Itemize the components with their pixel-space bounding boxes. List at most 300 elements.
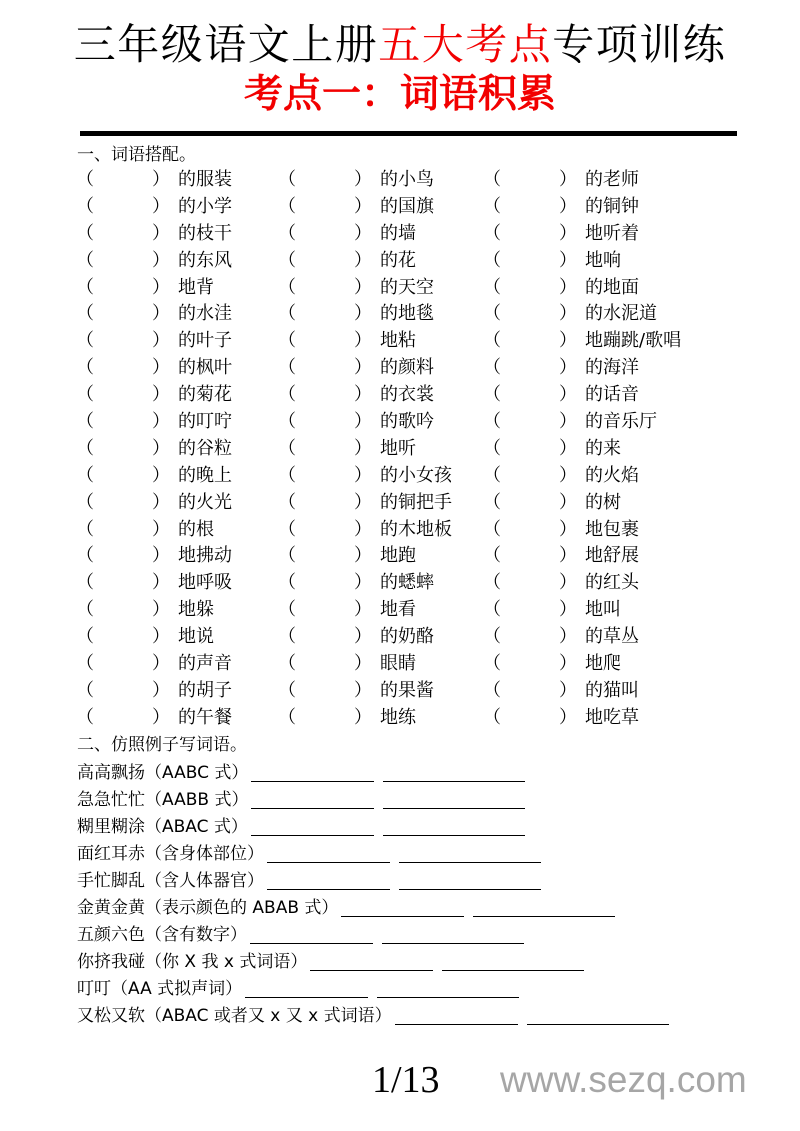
match-row <box>0 384 800 411</box>
match-row <box>0 411 800 438</box>
match-word: 的火光 <box>178 491 232 513</box>
answer-line-2[interactable] <box>383 788 525 809</box>
match-word: 的草丛 <box>585 626 639 648</box>
match-word: 的奶酪 <box>380 626 434 648</box>
close-paren: ） <box>354 169 372 190</box>
close-paren: ） <box>354 464 372 486</box>
match-word: 地舒展 <box>585 545 639 567</box>
close-paren: ） <box>152 653 170 675</box>
match-word: 的话音 <box>585 384 639 406</box>
answer-line-2[interactable] <box>377 977 519 998</box>
answer-blank[interactable] <box>298 411 356 433</box>
close-paren: ） <box>559 706 577 728</box>
open-paren: （ <box>483 357 501 379</box>
match-row <box>0 626 800 653</box>
close-paren: ） <box>152 330 170 352</box>
answer-blank[interactable] <box>298 169 356 191</box>
answer-line-1[interactable] <box>251 815 374 836</box>
answer-blank[interactable] <box>96 303 154 325</box>
close-paren: ） <box>354 491 372 513</box>
match-word: 的颜料 <box>380 357 434 379</box>
page-subtitle: 考点一：词语积累 <box>243 72 556 117</box>
match-word: 地躲 <box>178 599 214 621</box>
match-row <box>0 196 800 223</box>
close-paren: ） <box>152 518 170 540</box>
match-word: 的小女孩 <box>380 464 452 486</box>
match-word: 的花 <box>380 249 416 271</box>
word-writing-list <box>77 760 777 1030</box>
open-paren: （ <box>278 491 296 513</box>
writing-row <box>77 1003 777 1030</box>
title-part-3: 专项训练 <box>552 20 727 69</box>
answer-blank[interactable] <box>96 519 154 541</box>
close-paren: ） <box>354 303 372 325</box>
match-row <box>0 438 800 465</box>
answer-blank[interactable] <box>298 223 356 245</box>
match-word: 的叶子 <box>178 330 232 352</box>
match-row <box>0 492 800 519</box>
open-paren: （ <box>483 518 501 540</box>
close-paren: ） <box>152 411 170 433</box>
writing-row <box>77 841 777 868</box>
answer-blank[interactable] <box>298 653 356 675</box>
match-word: 的地面 <box>585 276 639 298</box>
answer-blank[interactable] <box>298 250 356 272</box>
answer-blank[interactable] <box>503 438 561 460</box>
match-word: 的谷粒 <box>178 437 232 459</box>
answer-blank[interactable] <box>503 707 561 729</box>
answer-blank[interactable] <box>503 169 561 191</box>
close-paren: ） <box>354 437 372 459</box>
answer-line-2[interactable] <box>382 923 524 944</box>
match-row <box>0 465 800 492</box>
close-paren: ） <box>559 572 577 594</box>
match-row <box>0 357 800 384</box>
close-paren: ） <box>559 491 577 513</box>
open-paren: （ <box>76 276 94 298</box>
match-word: 的墙 <box>380 222 416 244</box>
close-paren: ） <box>152 276 170 298</box>
open-paren: （ <box>483 249 501 271</box>
close-paren: ） <box>559 276 577 298</box>
site-watermark: www.sezq.com <box>500 1059 747 1100</box>
close-paren: ） <box>354 545 372 567</box>
answer-blank[interactable] <box>298 492 356 514</box>
match-row <box>0 680 800 707</box>
match-word: 的来 <box>585 437 621 459</box>
open-paren: （ <box>278 357 296 379</box>
answer-line-1[interactable] <box>267 842 390 863</box>
example-prompt: 又松又软（ABAC 或者又 x 又 x 式词语） <box>77 1006 392 1026</box>
answer-line-1[interactable] <box>251 761 374 782</box>
writing-row <box>77 868 777 895</box>
close-paren: ） <box>559 545 577 567</box>
match-word: 的菊花 <box>178 384 232 406</box>
close-paren: ） <box>559 169 577 190</box>
open-paren: （ <box>483 491 501 513</box>
answer-line-1[interactable] <box>310 950 433 971</box>
open-paren: （ <box>76 437 94 459</box>
match-word: 地爬 <box>585 653 621 675</box>
open-paren: （ <box>76 626 94 648</box>
close-paren: ） <box>559 222 577 244</box>
answer-blank[interactable] <box>96 680 154 702</box>
close-paren: ） <box>152 706 170 728</box>
answer-blank[interactable] <box>96 169 154 191</box>
title-part-2-highlight: 五大考点 <box>378 20 553 69</box>
match-word: 地响 <box>585 249 621 271</box>
answer-line-1[interactable] <box>245 977 368 998</box>
writing-row <box>77 895 777 922</box>
answer-line-1[interactable] <box>267 869 390 890</box>
title-part-1: 三年级语文上册 <box>73 20 379 69</box>
close-paren: ） <box>152 491 170 513</box>
close-paren: ） <box>354 357 372 379</box>
close-paren: ） <box>152 222 170 244</box>
answer-blank[interactable] <box>96 653 154 675</box>
match-word: 地说 <box>178 626 214 648</box>
close-paren: ） <box>152 357 170 379</box>
match-word: 地练 <box>380 706 416 728</box>
answer-blank[interactable] <box>96 545 154 567</box>
open-paren: （ <box>278 195 296 217</box>
close-paren: ） <box>152 626 170 648</box>
close-paren: ） <box>559 384 577 406</box>
match-word: 地看 <box>380 599 416 621</box>
match-word: 地叫 <box>585 599 621 621</box>
close-paren: ） <box>152 303 170 325</box>
example-prompt: 面红耳赤（含身体部位） <box>77 844 264 864</box>
match-word: 的声音 <box>178 653 232 675</box>
answer-blank[interactable] <box>503 492 561 514</box>
close-paren: ） <box>559 411 577 433</box>
match-word: 地吃草 <box>585 706 639 728</box>
answer-blank[interactable] <box>503 465 561 487</box>
answer-blank[interactable] <box>96 384 154 406</box>
close-paren: ） <box>152 464 170 486</box>
answer-blank[interactable] <box>503 223 561 245</box>
match-row <box>0 707 800 734</box>
answer-blank[interactable] <box>503 545 561 567</box>
answer-blank[interactable] <box>503 653 561 675</box>
answer-blank[interactable] <box>503 680 561 702</box>
page-number: 1/13 <box>372 1059 440 1101</box>
answer-blank[interactable] <box>298 277 356 299</box>
close-paren: ） <box>152 679 170 701</box>
close-paren: ） <box>152 437 170 459</box>
open-paren: （ <box>483 626 501 648</box>
open-paren: （ <box>483 222 501 244</box>
match-row <box>0 519 800 546</box>
match-word: 地呼吸 <box>178 572 232 594</box>
close-paren: ） <box>354 572 372 594</box>
example-prompt: 金黄金黄（表示颜色的 ABAB 式） <box>77 898 339 918</box>
open-paren: （ <box>76 679 94 701</box>
answer-blank[interactable] <box>503 250 561 272</box>
open-paren: （ <box>278 222 296 244</box>
answer-line-2[interactable] <box>399 869 541 890</box>
open-paren: （ <box>76 491 94 513</box>
open-paren: （ <box>76 249 94 271</box>
open-paren: （ <box>278 437 296 459</box>
page-title <box>0 18 800 72</box>
answer-line-1[interactable] <box>341 896 464 917</box>
open-paren: （ <box>483 411 501 433</box>
match-word: 的地毯 <box>380 303 434 325</box>
open-paren: （ <box>76 545 94 567</box>
open-paren: （ <box>483 464 501 486</box>
answer-line-1[interactable] <box>251 788 374 809</box>
answer-blank[interactable] <box>503 626 561 648</box>
match-word: 的小鸟 <box>380 169 434 190</box>
example-prompt: 高高飘扬（AABC 式） <box>77 763 249 783</box>
match-word: 的猫叫 <box>585 679 639 701</box>
close-paren: ） <box>152 545 170 567</box>
answer-blank[interactable] <box>298 626 356 648</box>
match-row <box>0 572 800 599</box>
word-matching-list <box>0 169 800 734</box>
close-paren: ） <box>354 679 372 701</box>
close-paren: ） <box>354 706 372 728</box>
close-paren: ） <box>559 195 577 217</box>
answer-blank[interactable] <box>503 519 561 541</box>
close-paren: ） <box>354 518 372 540</box>
writing-row <box>77 976 777 1003</box>
answer-blank[interactable] <box>96 438 154 460</box>
close-paren: ） <box>559 518 577 540</box>
writing-row <box>77 814 777 841</box>
example-prompt: 糊里糊涂（ABAC 式） <box>77 817 248 837</box>
close-paren: ） <box>354 276 372 298</box>
open-paren: （ <box>278 599 296 621</box>
match-word: 地蹦跳/歌唱 <box>585 330 682 352</box>
section1-heading: 一、词语搭配。 <box>77 145 196 165</box>
close-paren: ） <box>152 599 170 621</box>
answer-line-2[interactable] <box>383 761 525 782</box>
match-word: 地拂动 <box>178 545 232 567</box>
open-paren: （ <box>76 599 94 621</box>
open-paren: （ <box>483 276 501 298</box>
answer-blank[interactable] <box>96 250 154 272</box>
open-paren: （ <box>483 679 501 701</box>
open-paren: （ <box>483 572 501 594</box>
match-word: 的服装 <box>178 169 232 190</box>
answer-line-1[interactable] <box>395 1004 518 1025</box>
answer-blank[interactable] <box>298 545 356 567</box>
close-paren: ） <box>354 411 372 433</box>
answer-blank[interactable] <box>298 572 356 594</box>
open-paren: （ <box>483 384 501 406</box>
open-paren: （ <box>76 384 94 406</box>
answer-blank[interactable] <box>298 680 356 702</box>
answer-blank[interactable] <box>298 303 356 325</box>
close-paren: ） <box>354 249 372 271</box>
close-paren: ） <box>559 357 577 379</box>
answer-blank[interactable] <box>503 277 561 299</box>
match-word: 的歌吟 <box>380 411 434 433</box>
answer-blank[interactable] <box>503 357 561 379</box>
close-paren: ） <box>559 626 577 648</box>
close-paren: ） <box>559 464 577 486</box>
answer-blank[interactable] <box>298 357 356 379</box>
answer-blank[interactable] <box>298 196 356 218</box>
answer-blank[interactable] <box>96 572 154 594</box>
writing-row <box>77 922 777 949</box>
open-paren: （ <box>278 276 296 298</box>
close-paren: ） <box>354 384 372 406</box>
answer-blank[interactable] <box>96 707 154 729</box>
answer-blank[interactable] <box>298 707 356 729</box>
match-word: 的铜把手 <box>380 491 452 513</box>
example-prompt: 急急忙忙（AABB 式） <box>77 790 249 810</box>
match-word: 地听 <box>380 437 416 459</box>
answer-line-2[interactable] <box>527 1004 669 1025</box>
open-paren: （ <box>483 303 501 325</box>
close-paren: ） <box>152 169 170 190</box>
match-word: 的红头 <box>585 572 639 594</box>
example-prompt: 五颜六色（含有数字） <box>77 925 247 945</box>
open-paren: （ <box>76 653 94 675</box>
answer-blank[interactable] <box>96 277 154 299</box>
match-word: 的蟋蟀 <box>380 572 434 594</box>
open-paren: （ <box>278 545 296 567</box>
answer-blank[interactable] <box>298 599 356 621</box>
close-paren: ） <box>152 249 170 271</box>
close-paren: ） <box>152 195 170 217</box>
answer-line-2[interactable] <box>383 815 525 836</box>
open-paren: （ <box>278 626 296 648</box>
match-word: 眼睛 <box>380 653 416 675</box>
answer-blank[interactable] <box>298 519 356 541</box>
answer-blank[interactable] <box>96 223 154 245</box>
open-paren: （ <box>278 303 296 325</box>
answer-blank[interactable] <box>96 357 154 379</box>
match-row <box>0 223 800 250</box>
match-word: 的晚上 <box>178 464 232 486</box>
match-word: 地听着 <box>585 222 639 244</box>
match-word: 的枫叶 <box>178 357 232 379</box>
open-paren: （ <box>278 464 296 486</box>
answer-line-2[interactable] <box>473 896 615 917</box>
answer-blank[interactable] <box>96 196 154 218</box>
answer-blank[interactable] <box>96 330 154 352</box>
close-paren: ） <box>354 330 372 352</box>
match-word: 的天空 <box>380 276 434 298</box>
answer-blank[interactable] <box>298 330 356 352</box>
open-paren: （ <box>483 545 501 567</box>
answer-blank[interactable] <box>298 465 356 487</box>
match-word: 的树 <box>585 491 621 513</box>
match-word: 的铜钟 <box>585 195 639 217</box>
answer-blank[interactable] <box>503 599 561 621</box>
answer-blank[interactable] <box>96 465 154 487</box>
close-paren: ） <box>354 599 372 621</box>
open-paren: （ <box>76 169 94 190</box>
match-row <box>0 169 800 196</box>
open-paren: （ <box>76 518 94 540</box>
answer-blank[interactable] <box>96 411 154 433</box>
open-paren: （ <box>76 222 94 244</box>
match-row <box>0 277 800 304</box>
answer-line-2[interactable] <box>442 950 584 971</box>
answer-blank[interactable] <box>298 384 356 406</box>
open-paren: （ <box>76 706 94 728</box>
open-paren: （ <box>76 195 94 217</box>
match-word: 的老师 <box>585 169 639 190</box>
answer-blank[interactable] <box>503 303 561 325</box>
match-row <box>0 303 800 330</box>
answer-blank[interactable] <box>96 599 154 621</box>
close-paren: ） <box>559 599 577 621</box>
answer-line-2[interactable] <box>399 842 541 863</box>
match-word: 的枝干 <box>178 222 232 244</box>
match-word: 的胡子 <box>178 679 232 701</box>
answer-blank[interactable] <box>503 384 561 406</box>
match-row <box>0 250 800 277</box>
match-word: 的音乐厅 <box>585 411 657 433</box>
answer-line-1[interactable] <box>250 923 373 944</box>
open-paren: （ <box>76 464 94 486</box>
match-word: 的小学 <box>178 195 232 217</box>
open-paren: （ <box>278 411 296 433</box>
answer-blank[interactable] <box>503 196 561 218</box>
open-paren: （ <box>278 679 296 701</box>
close-paren: ） <box>559 303 577 325</box>
answer-blank[interactable] <box>503 330 561 352</box>
open-paren: （ <box>483 437 501 459</box>
open-paren: （ <box>278 706 296 728</box>
section2-heading: 二、仿照例子写词语。 <box>77 735 247 755</box>
match-word: 的火焰 <box>585 464 639 486</box>
match-word: 的海洋 <box>585 357 639 379</box>
open-paren: （ <box>278 249 296 271</box>
answer-blank[interactable] <box>503 411 561 433</box>
close-paren: ） <box>354 222 372 244</box>
open-paren: （ <box>76 303 94 325</box>
match-word: 的衣裳 <box>380 384 434 406</box>
answer-blank[interactable] <box>503 572 561 594</box>
answer-blank[interactable] <box>96 626 154 648</box>
answer-blank[interactable] <box>298 438 356 460</box>
open-paren: （ <box>76 572 94 594</box>
open-paren: （ <box>278 518 296 540</box>
open-paren: （ <box>483 599 501 621</box>
match-row <box>0 653 800 680</box>
example-prompt: 手忙脚乱（含人体器官） <box>77 871 264 891</box>
open-paren: （ <box>483 330 501 352</box>
open-paren: （ <box>278 169 296 190</box>
match-word: 的木地板 <box>380 518 452 540</box>
close-paren: ） <box>354 626 372 648</box>
answer-blank[interactable] <box>96 492 154 514</box>
close-paren: ） <box>559 249 577 271</box>
match-word: 的午餐 <box>178 706 232 728</box>
header-divider <box>80 131 737 136</box>
open-paren: （ <box>278 330 296 352</box>
match-word: 地跑 <box>380 545 416 567</box>
close-paren: ） <box>354 195 372 217</box>
example-prompt: 叮叮（AA 式拟声词） <box>77 979 243 999</box>
open-paren: （ <box>483 706 501 728</box>
close-paren: ） <box>354 653 372 675</box>
open-paren: （ <box>278 572 296 594</box>
match-word: 的水洼 <box>178 303 232 325</box>
match-word: 的东风 <box>178 249 232 271</box>
open-paren: （ <box>76 357 94 379</box>
match-word: 地包裹 <box>585 518 639 540</box>
close-paren: ） <box>559 653 577 675</box>
match-word: 的水泥道 <box>585 303 657 325</box>
